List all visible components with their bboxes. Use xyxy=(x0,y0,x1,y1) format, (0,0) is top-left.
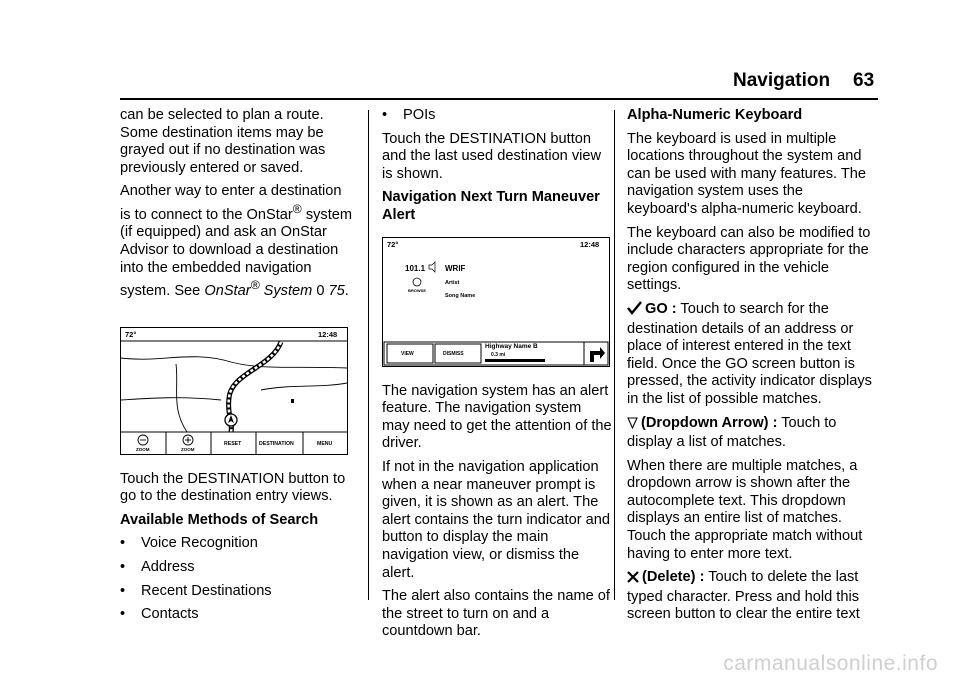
screen-time: 12:48 xyxy=(318,329,338,339)
definition-term: GO : xyxy=(645,300,677,317)
list-item xyxy=(382,107,612,125)
countdown-bar xyxy=(485,359,545,362)
delete-definition xyxy=(627,569,877,624)
paragraph: When there are multiple matches, a dropdown arrow is shown after the autocomplete text. This dropdown displays an entire list of matches. Touch the appropriate match without having to enter more text. xyxy=(627,457,863,562)
list-item xyxy=(120,606,356,624)
browse-button[interactable]: BROWSE xyxy=(408,287,426,293)
column-1 xyxy=(120,107,356,630)
view-button[interactable]: VIEW xyxy=(401,350,414,357)
page-number: 63 xyxy=(853,70,875,91)
paragraph: The keyboard can also be modified to include characters appropriate for the region configured in the vehicle settings. xyxy=(627,224,871,294)
onstar-reference-link[interactable] xyxy=(204,278,313,300)
bullet: • xyxy=(120,559,126,576)
bullet: • xyxy=(120,606,126,623)
list-item xyxy=(120,559,356,577)
alert-screen-illustration xyxy=(382,237,610,367)
definition-text: Touch to search for the destination details of an address or place of interest entered in the text field. Once the GO screen button is pressed, the activity indicator displays in the list of possible matches. xyxy=(627,300,872,407)
artist-label: Artist xyxy=(445,279,460,286)
section-heading: Alpha-Numeric Keyboard xyxy=(627,107,803,123)
column-3 xyxy=(627,107,877,630)
header-rule xyxy=(120,98,878,100)
onstar-paragraph xyxy=(120,183,356,300)
zoom-out-button[interactable]: ZOOM xyxy=(136,446,150,452)
list-item xyxy=(120,583,356,601)
paragraph: The navigation system has an alert feature. The navigation system may need to get the attention of the driver. xyxy=(382,382,612,452)
watermark: carmanualsonline.info xyxy=(723,652,938,675)
reset-button[interactable]: RESET xyxy=(224,440,242,447)
dropdown-arrow-icon xyxy=(627,417,638,435)
check-icon xyxy=(627,301,642,321)
paragraph: If not in the navigation application when a near maneuver prompt is given, it is shown as an alert. The alert contains the turn indicator and button to display the main navigation view, or dismiss the alert. xyxy=(382,458,610,581)
dismiss-button[interactable]: DISMISS xyxy=(443,350,464,357)
section-heading: Available Methods of Search xyxy=(120,511,319,528)
zoom-in-button[interactable]: ZOOM xyxy=(181,446,195,452)
paragraph: can be selected to plan a route. Some destination items may be grayed out if no destination was previously entered or saved. xyxy=(120,107,326,176)
list-item-text: Voice Recognition xyxy=(141,535,258,552)
column-2 xyxy=(382,107,612,647)
text-span: Another way to enter a destination is to connect to the OnStar xyxy=(120,183,342,223)
go-definition xyxy=(627,301,877,409)
paragraph: Touch the DESTINATION button and the last used destination view is shown. xyxy=(382,130,602,182)
column-divider-2 xyxy=(614,110,615,600)
text-span: . xyxy=(344,283,349,300)
column-divider-1 xyxy=(368,110,369,600)
screen-temp: 72° xyxy=(387,239,399,249)
delete-x-icon xyxy=(627,571,639,589)
definition-text: Touch to delete the last typed character. Press and hold this screen button to clear the entire text xyxy=(627,569,860,623)
dropdown-definition xyxy=(627,415,877,452)
list-item-text: Address xyxy=(141,559,195,576)
paragraph: Touch the DESTINATION button to go to the destination entry views. xyxy=(120,470,346,505)
map-screen-illustration xyxy=(120,327,348,455)
definition-term: (Dropdown Arrow) : xyxy=(641,414,778,431)
list-item-text: Recent Destinations xyxy=(141,582,272,599)
map-road xyxy=(121,397,221,399)
map-road xyxy=(121,356,347,367)
page-title: Navigation xyxy=(733,70,831,91)
list-item-text: Contacts xyxy=(141,606,199,623)
registered-mark: ® xyxy=(292,201,302,216)
paragraph: The alert also contains the name of the street to turn on and a countdown bar. xyxy=(382,588,610,640)
alert-distance: 0.3 mi xyxy=(491,351,506,358)
menu-button[interactable]: MENU xyxy=(317,440,333,447)
page-footer xyxy=(0,640,960,678)
list-item-text: POIs xyxy=(403,107,436,123)
bullet: • xyxy=(120,582,126,599)
section-heading: Navigation Next Turn Maneuver Alert xyxy=(382,189,600,223)
definition-text: Touch to display a list of matches. xyxy=(627,414,837,451)
song-label: Song Name xyxy=(445,292,476,299)
destination-button[interactable]: DESTINATION xyxy=(259,440,294,447)
page-ref-arrow: 0 xyxy=(316,283,325,300)
text-span: system (if equipped) and ask an OnStar Advisor to download a destination into the embedded navigation system. See xyxy=(120,206,353,300)
definition-term: (Delete) : xyxy=(642,569,705,586)
paragraph: The keyboard is used in multiple locations throughout the system and can be used with many features. The navigation system uses the keyboard's alpha-numeric keyboard. xyxy=(627,130,867,217)
map-road xyxy=(261,383,347,390)
link-text: OnStar xyxy=(204,283,251,300)
page-header xyxy=(0,0,960,100)
screen-time: 12:48 xyxy=(580,239,600,249)
radio-frequency: 101.1 xyxy=(405,263,426,273)
speaker-icon xyxy=(429,262,435,272)
bullet: • xyxy=(382,107,388,123)
radio-browse-icon xyxy=(413,278,421,286)
poi-marker xyxy=(291,399,294,403)
station-name: WRIF xyxy=(445,263,466,273)
list-item xyxy=(120,535,356,553)
screen-temp: 72° xyxy=(125,329,137,339)
registered-mark: ® xyxy=(250,278,260,293)
alert-street-name: Highway Name B xyxy=(485,342,538,350)
page-ref-number: 75 xyxy=(328,283,345,300)
link-text: System xyxy=(259,283,313,300)
bullet: • xyxy=(120,535,126,552)
